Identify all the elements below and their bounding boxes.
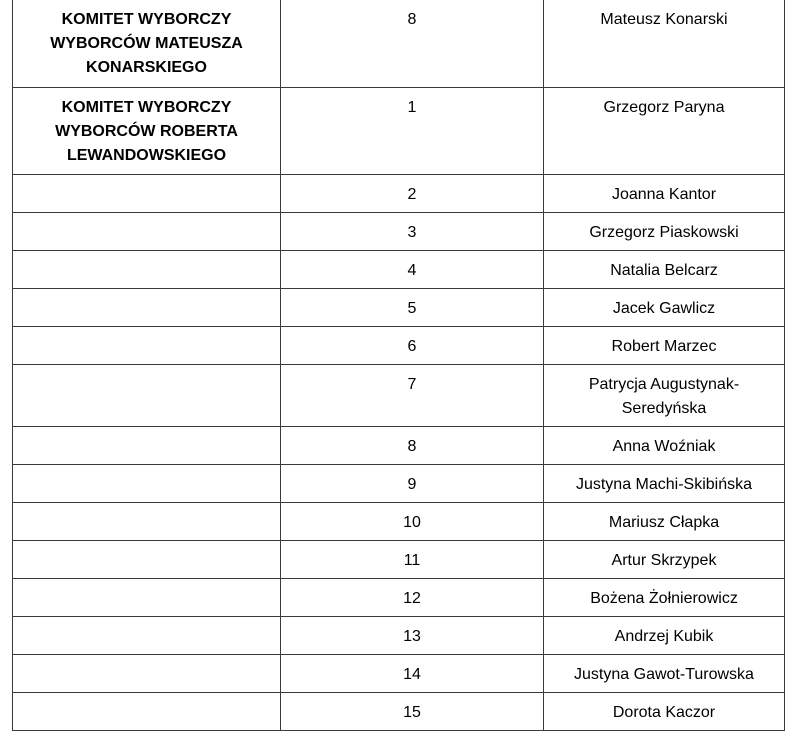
candidate-table bbox=[12, 0, 785, 731]
candidate-name-cell: Patrycja Augustynak-Seredyńska bbox=[544, 364, 785, 426]
candidate-name-cell: Andrzej Kubik bbox=[544, 616, 785, 654]
committee-cell bbox=[13, 288, 281, 326]
list-number-cell: 13 bbox=[281, 616, 544, 654]
committee-cell: KOMITET WYBORCZY WYBORCÓW ROBERTA LEWANDOWSKIEGO bbox=[13, 87, 281, 174]
list-number-cell: 8 bbox=[281, 0, 544, 87]
candidate-name-cell: Robert Marzec bbox=[544, 326, 785, 364]
table-row bbox=[13, 616, 785, 654]
list-number-cell: 9 bbox=[281, 464, 544, 502]
candidate-name-cell: Anna Woźniak bbox=[544, 426, 785, 464]
list-number-cell: 12 bbox=[281, 578, 544, 616]
committee-cell bbox=[13, 502, 281, 540]
committee-cell bbox=[13, 578, 281, 616]
list-number-cell: 4 bbox=[281, 250, 544, 288]
table-row bbox=[13, 87, 785, 174]
table-row bbox=[13, 502, 785, 540]
committee-cell bbox=[13, 540, 281, 578]
list-number-cell: 1 bbox=[281, 87, 544, 174]
table-row bbox=[13, 654, 785, 692]
candidate-name-cell: Natalia Belcarz bbox=[544, 250, 785, 288]
list-number-cell: 7 bbox=[281, 364, 544, 426]
table-row bbox=[13, 0, 785, 87]
list-number-cell: 11 bbox=[281, 540, 544, 578]
list-number-cell: 6 bbox=[281, 326, 544, 364]
committee-cell: KOMITET WYBORCZY WYBORCÓW MATEUSZA KONARSKIEGO bbox=[13, 0, 281, 87]
table-row bbox=[13, 364, 785, 426]
candidate-name-cell: Joanna Kantor bbox=[544, 174, 785, 212]
table-row bbox=[13, 692, 785, 730]
candidate-name-cell: Bożena Żołnierowicz bbox=[544, 578, 785, 616]
list-number-cell: 14 bbox=[281, 654, 544, 692]
table-row bbox=[13, 540, 785, 578]
committee-cell bbox=[13, 654, 281, 692]
candidate-name-cell: Mateusz Konarski bbox=[544, 0, 785, 87]
committee-cell bbox=[13, 364, 281, 426]
table-row bbox=[13, 464, 785, 502]
table-row bbox=[13, 578, 785, 616]
committee-cell bbox=[13, 464, 281, 502]
committee-cell bbox=[13, 250, 281, 288]
table-row bbox=[13, 288, 785, 326]
committee-cell bbox=[13, 616, 281, 654]
committee-cell bbox=[13, 174, 281, 212]
candidate-name-cell: Dorota Kaczor bbox=[544, 692, 785, 730]
list-number-cell: 5 bbox=[281, 288, 544, 326]
table-row bbox=[13, 250, 785, 288]
candidate-name-cell: Justyna Machi-Skibińska bbox=[544, 464, 785, 502]
table-row bbox=[13, 212, 785, 250]
candidate-name-cell: Grzegorz Piaskowski bbox=[544, 212, 785, 250]
candidate-name-cell: Jacek Gawlicz bbox=[544, 288, 785, 326]
table-row bbox=[13, 326, 785, 364]
committee-cell bbox=[13, 426, 281, 464]
committee-cell bbox=[13, 212, 281, 250]
table-row bbox=[13, 426, 785, 464]
candidate-name-cell: Grzegorz Paryna bbox=[544, 87, 785, 174]
candidate-name-cell: Mariusz Cłapka bbox=[544, 502, 785, 540]
committee-cell bbox=[13, 326, 281, 364]
list-number-cell: 3 bbox=[281, 212, 544, 250]
list-number-cell: 15 bbox=[281, 692, 544, 730]
list-number-cell: 8 bbox=[281, 426, 544, 464]
table-row bbox=[13, 174, 785, 212]
list-number-cell: 10 bbox=[281, 502, 544, 540]
candidate-name-cell: Justyna Gawot-Turowska bbox=[544, 654, 785, 692]
committee-cell bbox=[13, 692, 281, 730]
list-number-cell: 2 bbox=[281, 174, 544, 212]
candidate-name-cell: Artur Skrzypek bbox=[544, 540, 785, 578]
